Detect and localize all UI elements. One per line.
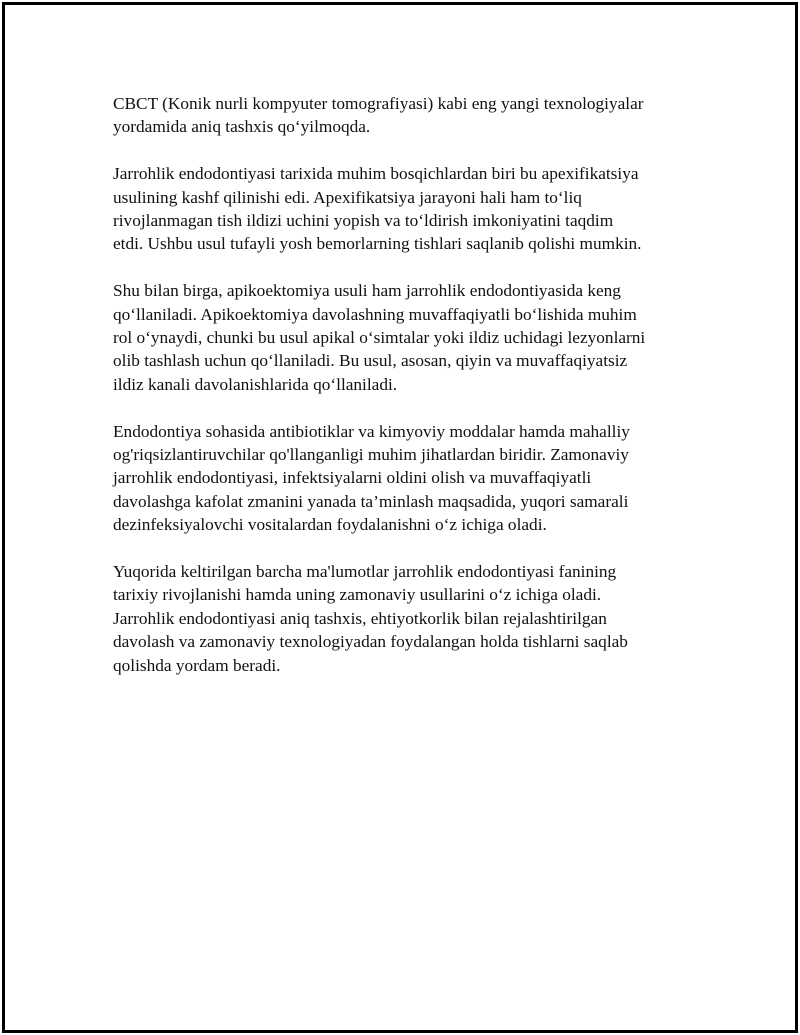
document-body (113, 92, 713, 700)
paragraph-cbct: CBCT (Konik nurli kompyuter tomografiyasi) kabi eng yangi texnologiyalar yordamida aniq tashxis qo‘yilmoqda. (113, 94, 644, 137)
paragraph-summary: Yuqorida keltirilgan barcha ma'lumotlar jarrohlik endodontiyasi fanining tarixiy rivojlanishi hamda uning zamonaviy usullarini o‘z ichiga oladi. Jarrohlik endodontiyasi aniq tashxis, ehtiyotkorlik bilan rejalashtirilgan davolash va zamonaviy texnologiyadan foydalangan holda tishlarni saqlab qolishda yordam beradi. (113, 562, 628, 675)
paragraph-apicoectomy: Shu bilan birga, apikoektomiya usuli ham jarrohlik endodontiyasida keng qo‘llaniladi. Apikoektomiya davolashning muvaffaqiyatli bo‘lishida muhim rol o‘ynaydi, chunki bu usul apikal o‘simtalar yoki ildiz uchidagi lezyonlarni olib tashlash uchun qo‘llaniladi. Bu usul, asosan, qiyin va muvaffaqiyatsiz ildiz kanali davolanishlarida qo‘llaniladi. (113, 281, 646, 394)
paragraph-apexification: Jarrohlik endodontiyasi tarixida muhim bosqichlardan biri bu apexifikatsiya usulining kashf qilinishi edi. Apexifikatsiya jarayoni hali ham to‘liq rivojlanmagan tish ildizi uchini yopish va to‘ldirish imkoniyatini taqdim etdi. Ushbu usul tufayli yosh bemorlarning tishlari saqlanib qolishi mumkin. (113, 164, 642, 254)
paragraph-antibiotics: Endodontiya sohasida antibiotiklar va kimyoviy moddalar hamda mahalliy og'riqsizlantiruvchilar qo'llanganligi muhim jihatlardan biridir. Zamonaviy jarrohlik endodontiyasi, infektsiyalarni oldini olish va muvaffaqiyatli davolashga kafolat zmanini yanada ta’minlash maqsadida, yuqori samarali dezinfeksiyalovchi vositalardan foydalanishni o‘z ichiga oladi. (113, 421, 630, 535)
